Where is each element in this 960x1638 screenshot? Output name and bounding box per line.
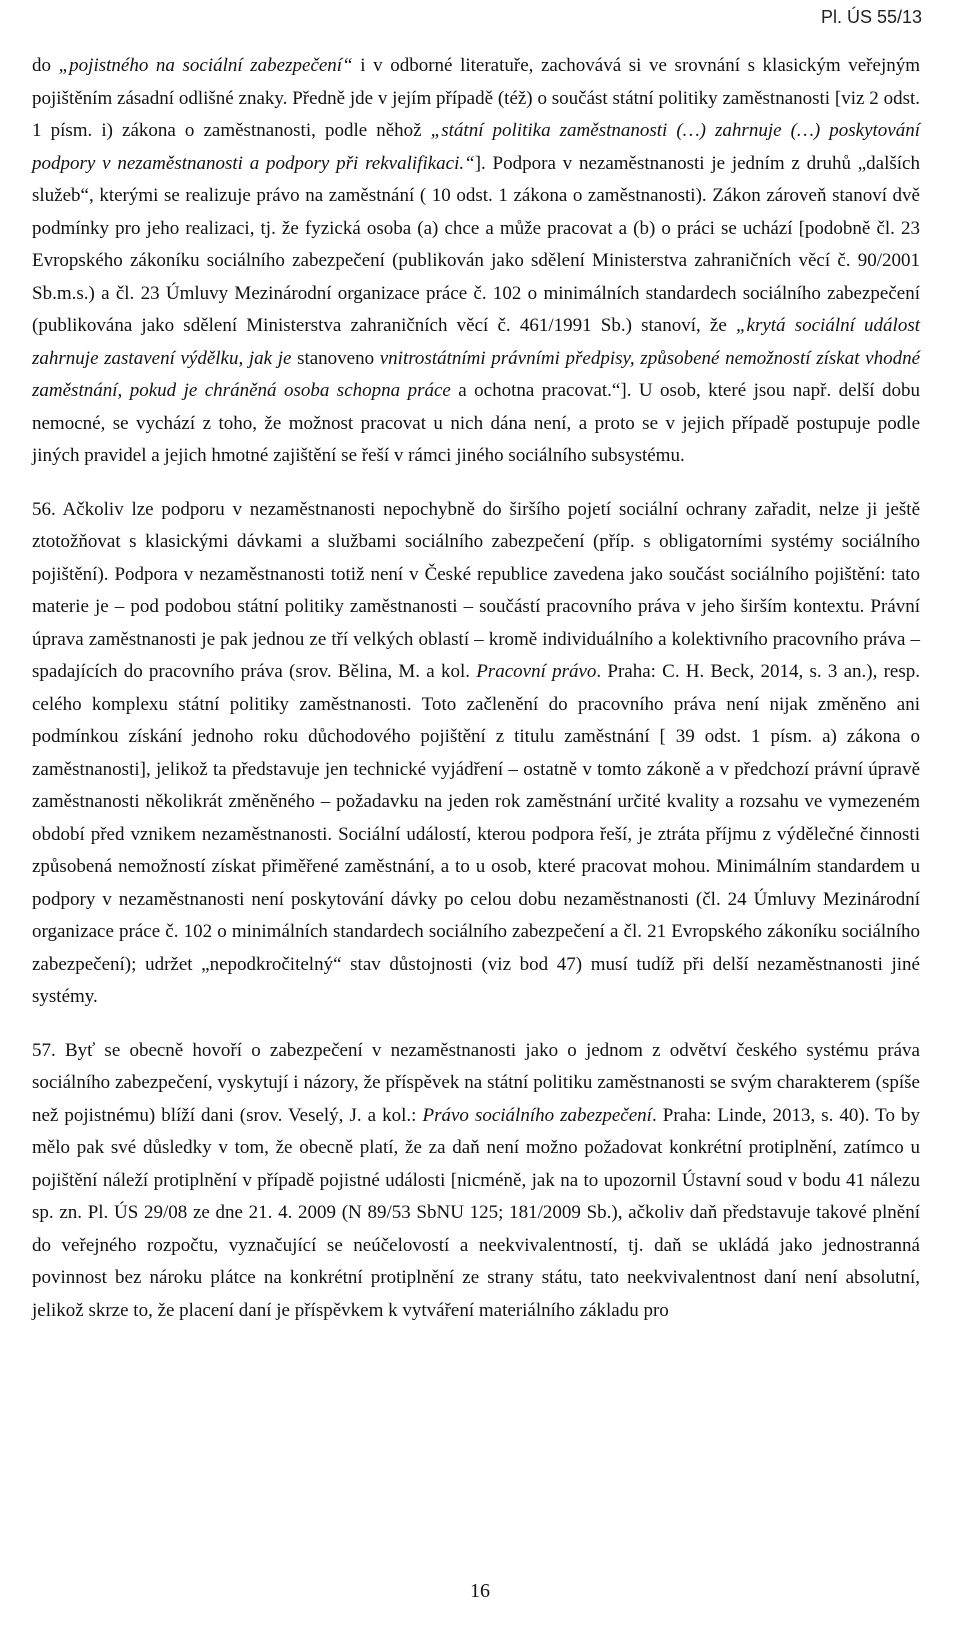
italic-text-run: vnitrostátními právními předpisy, způsobené nemožností získat vhodné zaměstnání, pokud je chráněná osoba schopna práce (32, 347, 920, 401)
italic-text-run: Pracovní právo (476, 661, 597, 682)
italic-text-run: „krytá sociální událost zahrnuje zastavení výdělku, jak je (32, 315, 920, 369)
text-run: 57. Byť se obecně hovoří o zabezpečení v nezaměstnanosti jako o jednom z odvětví českého systému práva sociálního zabezpečení, vyskytují i názory, že příspěvek na státní politiku zaměstnanosti se svým charakterem (spíše než pojistnému) blíží dani (srov. Veselý, J. a kol.: (32, 1039, 920, 1126)
paragraph-57 (32, 1035, 920, 1328)
text-run: stanoveno (291, 347, 380, 369)
text-run: . Praha: Linde, 2013, s. 40). To by mělo pak své důsledky v tom, že obecně platí, že za daň není možno požadovat konkrétní protiplnění, zatímco u pojištění náleží protiplnění v případě pojistné události [nicméně, jak na to upozornil Ústavní soud v bodu 41 nálezu sp. zn. Pl. ÚS 29/08 ze dne 21. 4. 2009 (N 89/53 SbNU 125; 181/2009 Sb.), ačkoliv daň představuje takové plnění do veřejného rozpočtu, vyznačující se neúčelovostí a neekvivalentností, tj. daň se ukládá jako jednostranná povinnost bez nároku plátce na konkrétní protiplnění ze strany státu, tato neekvivalentnost daní není absolutní, jelikož skrze to, že placení daní je příspěvkem k vytváření materiálního základu pro (32, 1104, 921, 1321)
italic-text-run: „státní politika zaměstnanosti (…) zahrnuje (…) poskytování podpory v nezaměstnanosti a podpory při rekvalifikaci.“ (32, 120, 920, 174)
text-run: ]. Podpora v nezaměstnanosti je jedním z druhů „dalších služeb“, kterými se realizuje právo na zaměstnání ( 10 odst. 1 zákona o zaměstnanosti). Zákon zároveň stanoví dvě podmínky pro jeho realizaci, tj. že fyzická osoba (a) chce a může pracovat a (b) o práci se uchází [podobně čl. 23 Evropského zákoníku sociálního zabezpečení (publikován jako sdělení Ministerstva zahraničních věcí č. 90/2001 Sb.m.s.) a čl. 23 Úmluvy Mezinárodní organizace práce č. 102 o minimálních standardech sociálního zabezpečení (publikována jako sdělení Ministerstva zahraničních věcí č. 461/1991 Sb.) stanoví, že (32, 152, 920, 336)
italic-text-run: Právo sociálního zabezpečení (422, 1104, 652, 1126)
paragraph-56 (32, 494, 920, 1014)
text-run: . Praha: C. H. Beck, 2014, s. 3 an.), resp. celého komplexu státní politiky zaměstnanosti. Toto začlenění do pracovního práva není nijak změněno ani podmínkou získání jednoho roku důchodového pojištění z titulu zaměstnání [ 39 odst. 1 písm. a) zákona o zaměstnanosti], jelikož ta představuje jen technické vyjádření – ostatně v tomto zákoně a v předchozí právní úpravě zaměstnanosti několikrát změněného – požadavku na jeden rok zaměstnání určité kvality a rozsahu ve vymezeném období před vznikem nezaměstnanosti. Sociální událostí, kterou podpora řeší, je ztráta příjmu z výdělečné činnosti způsobená nemožností získat přiměřené zaměstnání, a to u osob, které pracovat mohou. Minimálním standardem u podpory v nezaměstnanosti není poskytování dávky po celou dobu nezaměstnanosti (čl. 24 Úmluvy Mezinárodní organizace práce č. 102 o minimálních standardech sociálního zabezpečení a čl. 21 Evropského zákoníku sociálního zabezpečení); udržet „nepodkročitelný“ stav důstojnosti (viz bod 47) musí tudíž při delší nezaměstnanosti jiné systémy. (32, 661, 920, 1007)
page-number: 16 (470, 1580, 490, 1602)
text-run: do (32, 55, 59, 76)
case-reference-header: Pl. ÚS 55/13 (820, 7, 922, 27)
text-run: i v odborné literatuře, zachovává si ve srovnání s klasickým veřejným pojištěním zásadní odlišné znaky. Předně jde v jejím případě (též) o součást státní politiky zaměstnanosti [viz 2 odst. 1 písm. i) zákona o zaměstnanosti, podle něhož (32, 55, 921, 141)
text-run: 56. Ačkoliv lze podporu v nezaměstnanosti nepochybně do širšího pojetí sociální ochrany zařadit, nelze ji ještě ztotožňovat s klasickými dávkami a službami sociálního zabezpečení (příp. s obligatorními systémy sociálního pojištění). Podpora v nezaměstnanosti totiž není v České republice zavedena jako součást sociálního pojištění: tato materie je – pod podobou státní politiky zaměstnanosti – součástí pracovního práva v jeho širším kontextu. Právní úprava zaměstnanosti je pak jednou ze tří velkých oblastí – kromě individuálního a kolektivního pracovního práva – spadajících do pracovního práva (srov. Bělina, M. a kol. (32, 498, 920, 682)
document-body (32, 50, 920, 1348)
paragraph-55-continuation (32, 50, 920, 473)
italic-text-run: „pojistného na sociální zabezpečení“ (58, 55, 353, 76)
text-run: a ochotna pracovat.“]. U osob, které jsou např. delší dobu nemocné, se vychází z toho, že možnost pracovat u nich dána není, a proto se v jejich případě postupuje podle jiných pravidel a jejich hmotné zajištění se řeší v rámci jiného sociálního subsystému. (32, 380, 920, 466)
